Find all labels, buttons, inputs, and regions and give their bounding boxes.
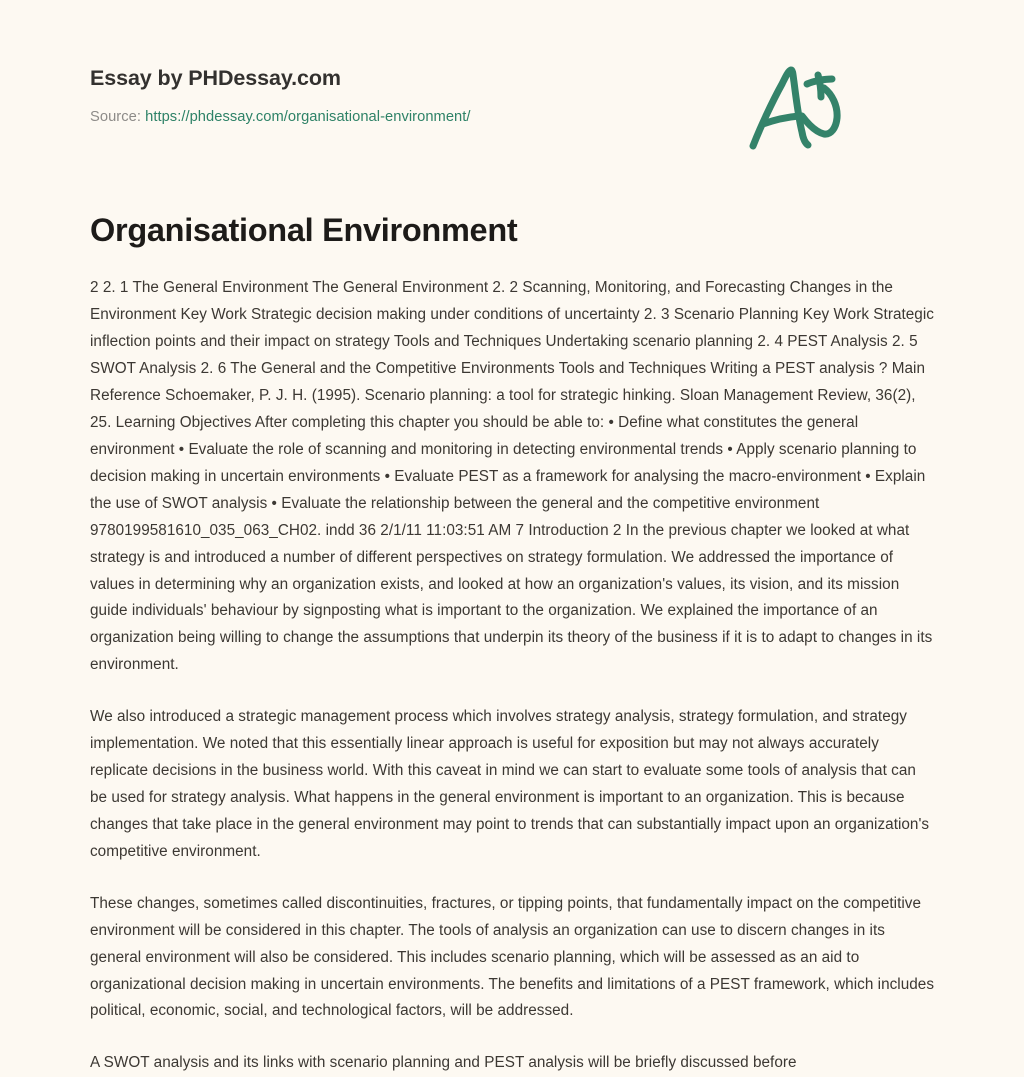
source-label: Source: bbox=[90, 108, 141, 125]
paragraph: A SWOT analysis and its links with scenario planning and PEST analysis will be briefly discussed before bbox=[90, 1054, 797, 1072]
page-title: Organisational Environment bbox=[90, 212, 518, 248]
byline: Essay by PHDessay.com bbox=[90, 66, 341, 90]
paragraph: 2 2. 1 The General Environment The General Environment 2. 2 Scanning, Monitoring, and Forecasting Changes in the Environment Key Work Strategic decision making under conditions of uncertainty 2. 3 Scenario Planning Key Work Strategic inflection points and their impact on strategy Tools and Techniques Undertaking scenario planning 2. 4 PEST Analysis 2. 5 SWOT Analysis 2. 6 The General and the Competitive Environments Tools and Techniques Writing a PEST analysis ? Main Reference Schoemaker, P. J. H. (1995). Scenario planning: a tool for strategic hinking. Sloan Management Review, 36(2), 25. Learning Objectives After completing this chapter you should be able to: • Define what constitutes the general environment • Evaluate the role of scanning and monitoring in detecting environmental trends • Apply scenario planning to decision making in uncertain environments • Evaluate PEST as a framework for analysing the macro-environment • Explain the use of SWOT analysis • Evaluate the relationship between the general and the competitive environment 9780199581610_035_063_CH02. indd 36 2/1/11 11:03:51 AM 7 Introduction 2 In the previous chapter we looked at what strategy is and introduced a number of different perspectives on strategy formulation. We addressed the importance of values in determining why an organization exists, and looked at how an organization's values, its vision, and its mission guide individuals' behaviour by signposting what is important to the organization. We explained the importance of an organization being willing to change the assumptions that underpin its theory of the business if it is to adapt to changes in its environment. bbox=[90, 279, 934, 674]
source-url-link[interactable]: https://phdessay.com/organisational-environment/ bbox=[145, 108, 471, 125]
document-header bbox=[90, 0, 934, 125]
paragraph: We also introduced a strategic management process which involves strategy analysis, strategy formulation, and strategy implementation. We noted that this essentially linear approach is useful for exposition but may not always accurately replicate decisions in the business world. With this caveat in mind we can start to evaluate some tools of analysis that can be used for strategy analysis. What happens in the general environment is important to an organization. This is because changes that take place in the general environment may point to trends that can substantially impact upon an organization's competitive environment. bbox=[90, 708, 930, 860]
paragraph: These changes, sometimes called discontinuities, fractures, or tipping points, that fundamentally impact on the competitive environment will be considered in this chapter. The tools of analysis an organization can use to discern changes in its general environment will also be considered. This includes scenario planning, which will be assessed as an aid to organizational decision making in uncertain environments. The benefits and limitations of a PEST framework, which includes political, economic, social, and technological factors, will be addressed. bbox=[90, 894, 935, 1020]
a-plus-logo-icon bbox=[736, 58, 856, 158]
article-body bbox=[90, 249, 934, 1077]
